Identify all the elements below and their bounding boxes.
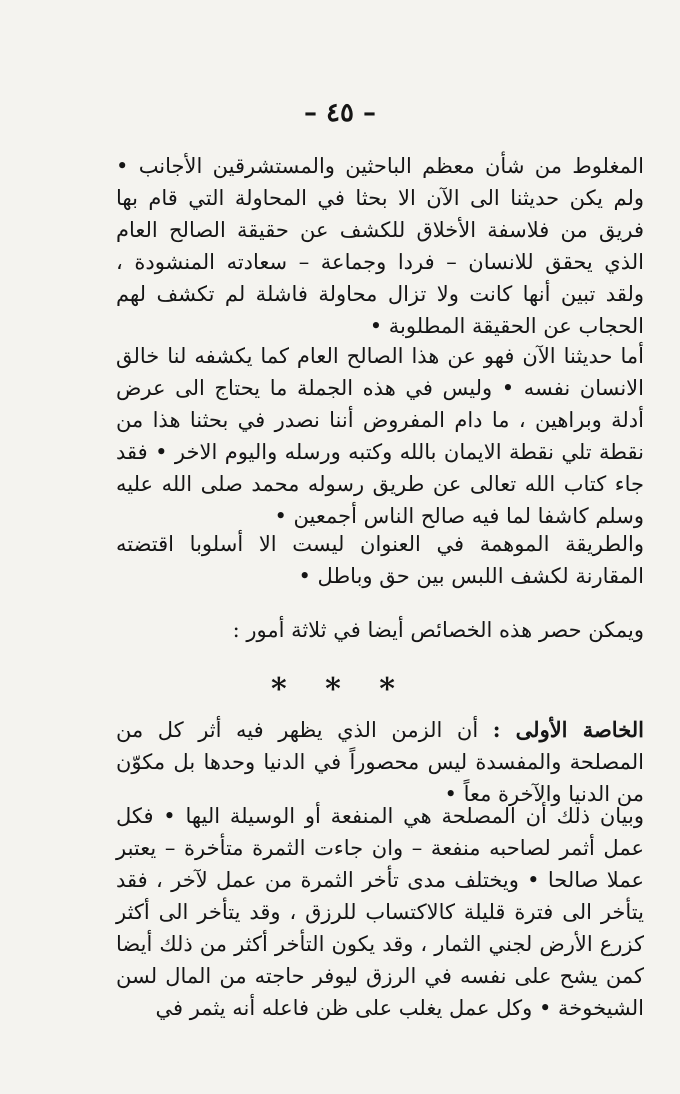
paragraph-text: وبيان ذلك أن المصلحة هي المنفعة أو الوسيلة اليها • فكل عمل أثمر لصاحبه منفعة – وان جاءت الثمرة متأخرة – يعتبر عملا صالحا • ويختلف مدى تأخر الثمرة من عمل لآخر ، فقد يتأخر الى فترة قليلة كالاكتساب للرزق ، وقد يتأخر الى أكثر كزرع الأرض لجني الثمار ، وقد يكون التأخر أكثر من ذلك أيضا كمن يشح على نفسه في الرزق ليوفر حاجته من المال لسن الشيخوخة • وكل عمل يغلب على ظن فاعله أنه يثمر في — [116, 804, 644, 1020]
paragraph-text: أما حديثنا الآن فهو عن هذا الصالح العام كما يكشفه لنا خالق الانسان نفسه • وليس في هذه الجملة ما يحتاج الى عرض أدلة وبراهين ، ما دام المفروض أننا نصدر في بحثنا هذا من نقطة تلي نقطة الايمان بالله وكتبه ورسله واليوم الاخر • فقد جاء كتاب الله تعالى عن طريق رسوله محمد صلى الله عليه وسلم كاشفا لما فيه صالح الناس أجمعين • — [116, 344, 644, 528]
paragraph-intro — [116, 150, 644, 342]
page-number: – ٤٥ – — [303, 98, 377, 128]
paragraph-explanation — [116, 800, 644, 1024]
property-text: أن الزمن الذي يظهر فيه أثر كل من المصلحة والمفسدة ليس محصوراً في الدنيا وحدها بل مكوّن من الدنيا والآخرة معاً • — [116, 718, 644, 806]
property-label: الخاصة الأولى : — [492, 717, 644, 742]
paragraph-text: المغلوط من شأن معظم الباحثين والمستشرقين الأجانب • ولم يكن حديثنا الى الآن الا بحثا في المحاولة التي قام بها فريق من فلاسفة الأخلاق للكشف عن حقيقة الصالح العام الذي يحقق للانسان – فردا وجماعة – سعادته المنشودة ، ولقد تبين أنها كانت ولا تزال محاولة فاشلة لم تكشف لهم الحجاب عن الحقيقة المطلوبة • — [116, 154, 644, 338]
paragraph-text: ويمكن حصر هذه الخصائص أيضا في ثلاثة أمور : — [232, 618, 644, 642]
paragraph-three-matters — [116, 614, 644, 646]
paragraph-method — [116, 528, 644, 592]
section-separator: * * * — [271, 672, 409, 707]
paragraph-text: والطريقة الموهمة في العنوان ليست الا أسلوبا اقتضته المقارنة لكشف اللبس بين حق وباطل • — [116, 532, 644, 588]
paragraph-first-property — [116, 714, 644, 810]
paragraph-public-good — [116, 340, 644, 532]
paragraph-text — [116, 714, 644, 810]
